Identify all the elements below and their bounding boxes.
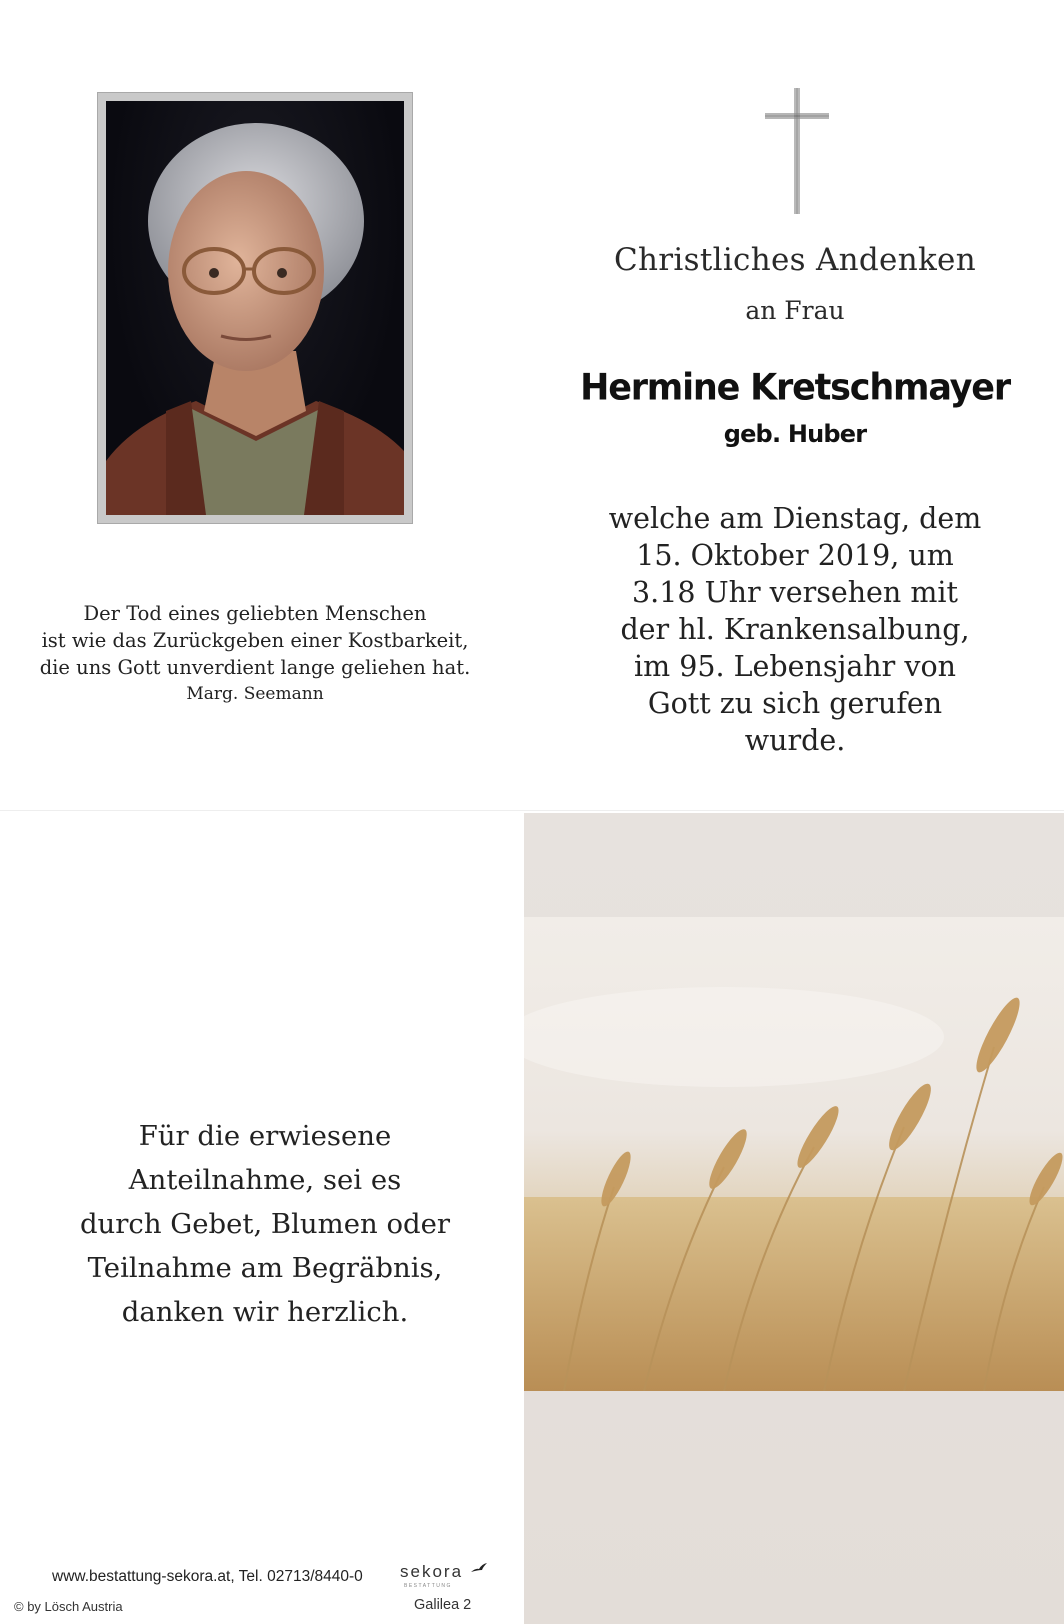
- quote-line: ist wie das Zurückgeben einer Kostbarkeit,: [41, 629, 469, 652]
- notice-line: wurde.: [744, 724, 846, 757]
- sekora-logo: [400, 1562, 488, 1582]
- maiden-name: geb. Huber: [723, 420, 867, 448]
- product-code: Galilea 2: [414, 1597, 472, 1613]
- cross-icon: [757, 86, 837, 216]
- copyright-notice: © by Lösch Austria: [14, 1599, 123, 1614]
- quote-author: Marg. Seemann: [186, 684, 324, 704]
- notice-line: der hl. Krankensalbung,: [620, 613, 970, 646]
- notice-line: 3.18 Uhr versehen mit: [632, 576, 958, 609]
- notice-line: im 95. Lebensjahr von: [634, 650, 956, 683]
- notice-line: Gott zu sich gerufen: [647, 687, 943, 720]
- funeral-home-contact: www.bestattung-sekora.at, Tel. 02713/8440-0: [52, 1568, 363, 1585]
- card-prefix: an Frau: [745, 296, 845, 325]
- logo-text: sekora: [400, 1562, 464, 1581]
- portrait-photo: [106, 101, 404, 515]
- thanks-line: durch Gebet, Blumen oder: [79, 1208, 451, 1240]
- memorial-quote: [0, 600, 510, 708]
- thanks-line: Für die erwiesene: [138, 1120, 392, 1152]
- portrait-frame: [97, 92, 413, 524]
- thanks-text: [40, 1114, 490, 1334]
- portrait-illustration: [106, 101, 404, 515]
- deceased-name: Hermine Kretschmayer: [580, 367, 1010, 409]
- thanks-line: Anteilnahme, sei es: [128, 1164, 402, 1196]
- death-notice-text: [560, 500, 1030, 759]
- quote-line: die uns Gott unverdient lange geliehen hat.: [39, 656, 471, 679]
- logo-subtitle: BESTATTUNG: [404, 1583, 452, 1589]
- thanks-line: danken wir herzlich.: [121, 1296, 409, 1328]
- card-heading: Christliches Andenken: [614, 242, 976, 278]
- thanks-line: Teilnahme am Begräbnis,: [87, 1252, 443, 1284]
- fold-divider: [0, 810, 1064, 811]
- notice-line: welche am Dienstag, dem: [608, 502, 982, 535]
- wheat-field-image: [524, 917, 1064, 1391]
- notice-line: 15. Oktober 2019, um: [636, 539, 954, 572]
- bird-icon: [470, 1562, 488, 1574]
- quote-line: Der Tod eines geliebten Menschen: [83, 602, 427, 625]
